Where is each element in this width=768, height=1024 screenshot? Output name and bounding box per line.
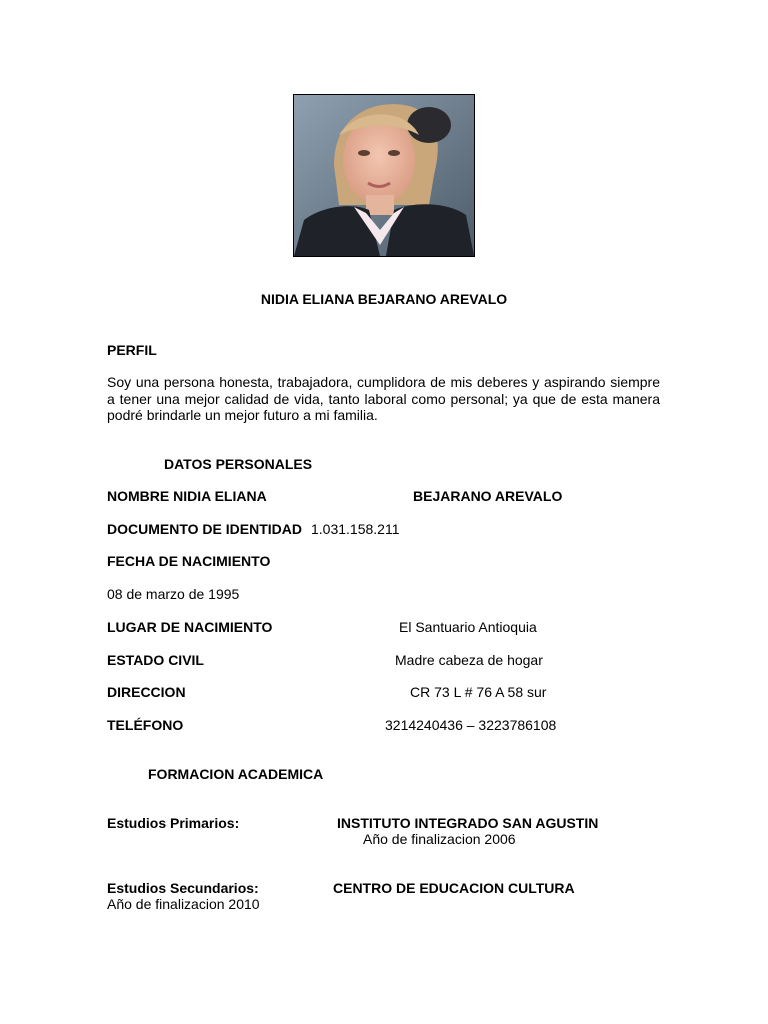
perfil-text: Soy una persona honesta, trabajadora, cumplidora de mis deberes y aspirando siempre a tener una mejor calidad de vida, tanto laboral como personal; ya que de esta manera podré brindarle un mejor futuro a mi familia.: [107, 374, 660, 424]
candidate-name: NIDIA ELIANA BEJARANO AREVALO: [260, 291, 508, 307]
fecha-label: FECHA DE NACIMIENTO: [107, 553, 271, 569]
estado-label: ESTADO CIVIL: [107, 652, 204, 668]
primarios-label: Estudios Primarios:: [107, 815, 240, 831]
datos-personales-heading: DATOS PERSONALES: [164, 456, 313, 472]
secundarios-label: Estudios Secundarios:: [107, 880, 259, 896]
fecha-value: 08 de marzo de 1995: [107, 586, 240, 602]
documento-label: DOCUMENTO DE IDENTIDAD: [107, 521, 302, 537]
telefono-label: TELÉFONO: [107, 717, 184, 733]
lugar-label: LUGAR DE NACIMIENTO: [107, 619, 273, 635]
telefono-value: 3214240436 – 3223786108: [385, 717, 557, 733]
primarios-institucion: INSTITUTO INTEGRADO SAN AGUSTIN: [337, 815, 599, 831]
documento-value: 1.031.158.211: [311, 521, 400, 537]
perfil-heading: PERFIL: [107, 342, 157, 358]
primarios-anio: Año de finalizacion 2006: [363, 831, 516, 847]
profile-photo: [293, 94, 475, 257]
estado-value: Madre cabeza de hogar: [395, 652, 543, 668]
direccion-value: CR 73 L # 76 A 58 sur: [410, 684, 547, 700]
apellidos-value: BEJARANO AREVALO: [413, 488, 563, 504]
direccion-label: DIRECCION: [107, 684, 186, 700]
formacion-heading: FORMACION ACADEMICA: [148, 766, 324, 782]
lugar-value: El Santuario Antioquia: [399, 619, 537, 635]
secundarios-anio: Año de finalizacion 2010: [107, 896, 260, 912]
secundarios-institucion: CENTRO DE EDUCACION CULTURA: [333, 880, 575, 896]
nombre-label: NOMBRE NIDIA ELIANA: [107, 488, 267, 504]
